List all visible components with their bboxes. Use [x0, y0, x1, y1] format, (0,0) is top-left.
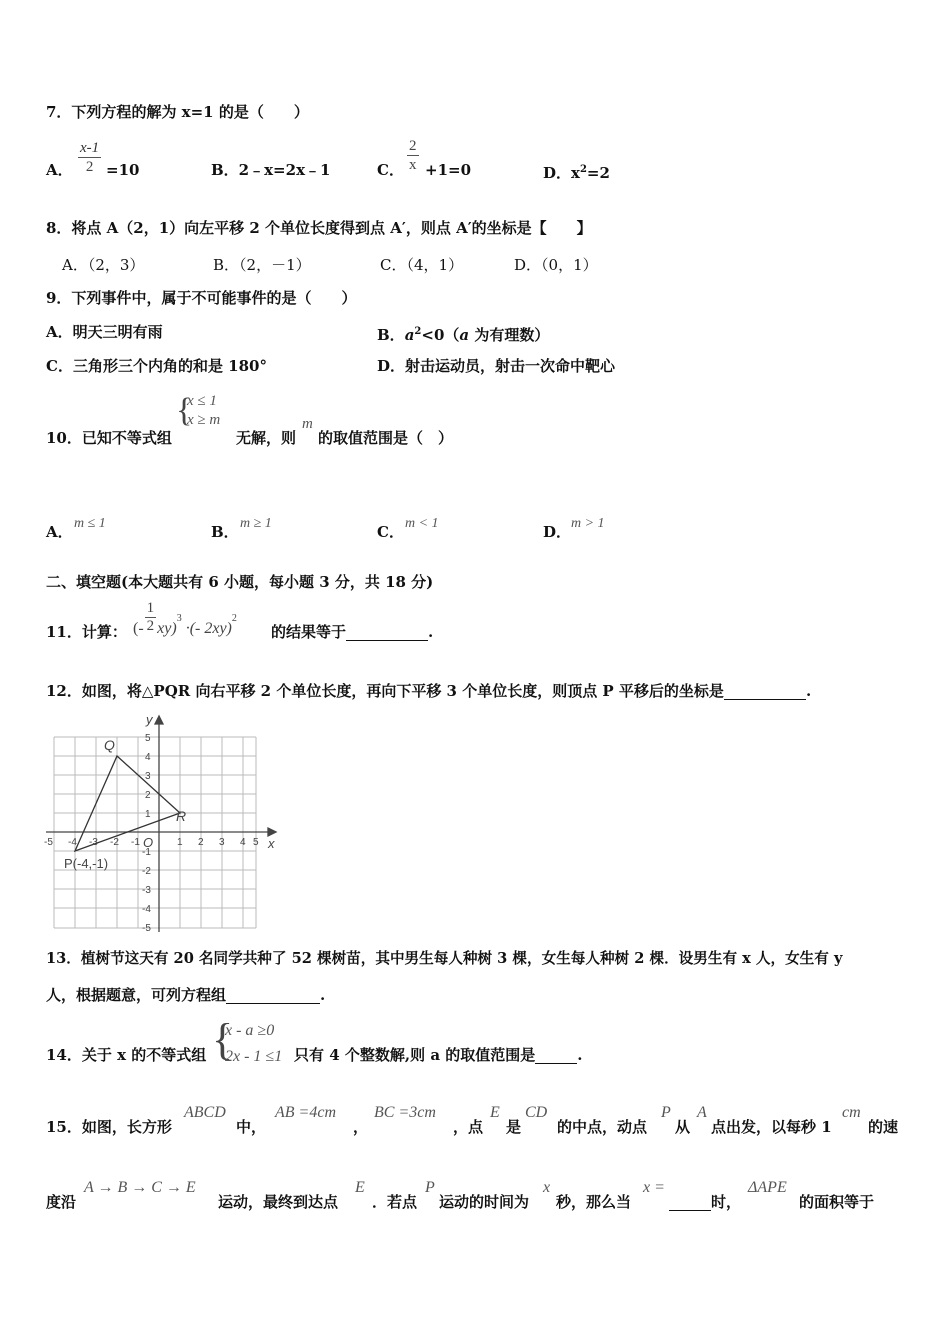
y-tick: 5 [145, 733, 151, 744]
q15-math-ape: ΔAPE [748, 1179, 787, 1196]
q15-math-e2: E [355, 1179, 365, 1196]
q10-option-b: B． [211, 523, 239, 541]
q8-stem: 8．将点 A（2，1）向左平移 2 个单位长度得到点 A′，则点 A′的坐标是【 】 [46, 219, 592, 237]
q7-option-c: C． $\frac{2}{x}$ +1=0 [377, 138, 472, 179]
x-tick: 3 [219, 837, 225, 848]
q15-text-8: 点出发，以每秒 1 [711, 1118, 832, 1136]
q12-coordinate-graph [44, 710, 280, 934]
q10-option-d: D． [543, 523, 572, 541]
q15-math-a: A [697, 1104, 707, 1121]
q7-option-d: D．$x^2=2$ [543, 164, 610, 182]
y-tick: -2 [142, 866, 151, 877]
q14-tail: 只有 4 个整数解,则 a 的取值范围是 . [294, 1046, 583, 1064]
q15-math-cd: CD [525, 1104, 548, 1121]
x-tick: 4 [240, 837, 246, 848]
q15-text-16: 的面积等于 [799, 1193, 875, 1211]
section-title: 二、填空题(本大题共有 6 小题，每小题 3 分，共 18 分) [46, 573, 434, 591]
q10-option-c: C． [377, 523, 404, 541]
y-tick: -3 [142, 885, 151, 896]
q10-var: m [302, 416, 313, 432]
q10-sys-1: x ≤ 1 [187, 393, 217, 409]
q8-option-c: C．（4，1） [380, 256, 464, 274]
q9-option-d: D．射击运动员，射击一次命中靶心 [377, 357, 616, 375]
q15-math-ab: AB =4cm [275, 1104, 336, 1121]
y-tick: 4 [145, 752, 151, 763]
q12-answer-blank[interactable] [724, 685, 806, 700]
x-axis-label: x [268, 836, 275, 851]
x-tick: 1 [177, 837, 183, 848]
x-tick: -5 [44, 837, 53, 848]
q10-sys-2: x ≥ m [187, 412, 221, 428]
q10-stem-c: 的取值范围是（ ） [318, 429, 454, 447]
q9-option-c: C．三角形三个内角的和是 180° [46, 357, 267, 375]
q15-math-e: E [490, 1104, 500, 1121]
x-tick: 5 [253, 837, 259, 848]
q9-option-b: B．$a^2<0(a$ 为有理数） [377, 326, 550, 344]
q10-brace: { [176, 392, 193, 429]
q15-text-7: 从 [675, 1118, 691, 1136]
y-tick-labels [142, 733, 154, 934]
y-tick: -4 [142, 904, 151, 915]
q15-math-abcd: ABCD [184, 1104, 226, 1121]
q15-math-bc: BC =3cm [374, 1104, 436, 1121]
q10-option-b-math: m ≥ 1 [240, 516, 272, 531]
y-axis-arrow [155, 716, 163, 724]
q15-text-10: 度沿 [46, 1193, 77, 1211]
q15-text-14: 秒，那么当 [556, 1193, 632, 1211]
y-tick: -5 [142, 923, 151, 934]
q7-option-a: A． $\frac{x-1}{2}$ =10 [46, 140, 140, 179]
q15-text-12: ．若点 [372, 1193, 418, 1211]
q10-stem: 10．已知不等式组 [46, 429, 172, 447]
q14-answer-blank[interactable] [535, 1049, 577, 1064]
y-tick: 3 [145, 771, 151, 782]
q15-text-11: 运动，最终到达点 [218, 1193, 339, 1211]
q8-option-a: A．（2，3） [62, 256, 145, 274]
q14-stem: 14．关于 x 的不等式组 [46, 1046, 207, 1064]
q10-stem-b: 无解，则 [236, 429, 297, 447]
x-tick: -3 [89, 837, 98, 848]
q15-text-1: 15．如图，长方形 [46, 1118, 172, 1136]
q7-option-b: B．2﹣x=2x﹣1 [211, 161, 331, 179]
q11-answer-blank[interactable] [346, 626, 428, 641]
q15-math-p2: P [425, 1179, 435, 1196]
y-tick: 2 [145, 790, 151, 801]
q15-text-3: ， [353, 1118, 369, 1136]
q15-answer-blank[interactable] [669, 1196, 711, 1211]
q10-option-a: A． [46, 523, 73, 541]
q7-stem: 7．下列方程的解为 x=1 的是（ ） [46, 103, 309, 121]
q15-math-x-eq: x = [643, 1179, 665, 1196]
q15-text-5: 是 [506, 1118, 522, 1136]
q11-expression: (- $\frac{1}{2}$ xy)$^3$·(- 2xy)$^2$ [133, 600, 237, 638]
x-tick: -2 [110, 837, 119, 848]
q15-text-2: 中， [236, 1118, 267, 1136]
q10-option-a-math: m ≤ 1 [74, 516, 106, 531]
origin-label: O [143, 835, 154, 850]
x-tick: -4 [68, 837, 77, 848]
x-tick: 2 [198, 837, 204, 848]
q15-text-6: 的中点，动点 [557, 1118, 648, 1136]
q15-text-15: 时， [669, 1193, 741, 1211]
q14-sys-1: x - a ≥0 [225, 1022, 275, 1039]
q9-stem: 9．下列事件中，属于不可能事件的是（ ） [46, 289, 357, 307]
q10-option-d-math: m > 1 [571, 516, 605, 531]
q13-line-2: 人，根据题意，可列方程组 . [46, 986, 326, 1004]
q10-option-c-math: m < 1 [405, 516, 439, 531]
vertex-q-label: Q [104, 737, 115, 753]
q15-text-4: ，点 [453, 1118, 484, 1136]
q13-line-1: 13．植树节这天有 20 名同学共种了 52 棵树苗，其中男生每人种树 3 棵，女生每人种树 2 棵．设男生有 x 人，女生有 y [46, 950, 843, 967]
q8-option-b: B．（2，－1） [213, 256, 311, 274]
q15-math-path: A → B → C → E [84, 1179, 196, 1196]
q15-math-x: x [543, 1179, 551, 1196]
q8-option-d: D．（0，1） [514, 256, 598, 274]
vertex-r-label: R [176, 808, 187, 824]
q15-text-13: 运动的时间为 [439, 1193, 530, 1211]
q13-answer-blank[interactable] [226, 989, 320, 1004]
q11-stem: 11．计算： [46, 623, 127, 641]
y-tick: -1 [142, 847, 151, 858]
q12-stem: 12．如图，将△PQR 向右平移 2 个单位长度，再向下平移 3 个单位长度，则顶点 P 平移后的坐标是 . [46, 682, 812, 700]
q14-sys-2: 2x - 1 ≤1 [225, 1048, 283, 1065]
q11-tail: 的结果等于 . [271, 623, 434, 641]
x-axis-arrow [268, 828, 276, 836]
axes [46, 716, 276, 932]
q14-brace: { [212, 1015, 234, 1064]
vertex-p-label: P(-4,-1) [64, 856, 109, 871]
q15-text-9: 的速 [868, 1118, 899, 1136]
x-tick: -1 [131, 837, 140, 848]
q9-option-a: A．明天三明有雨 [46, 323, 163, 341]
y-axis-label: y [146, 712, 153, 727]
q15-math-p: P [661, 1104, 671, 1121]
y-tick: 1 [145, 809, 151, 820]
q15-math-cm: cm [842, 1104, 861, 1121]
